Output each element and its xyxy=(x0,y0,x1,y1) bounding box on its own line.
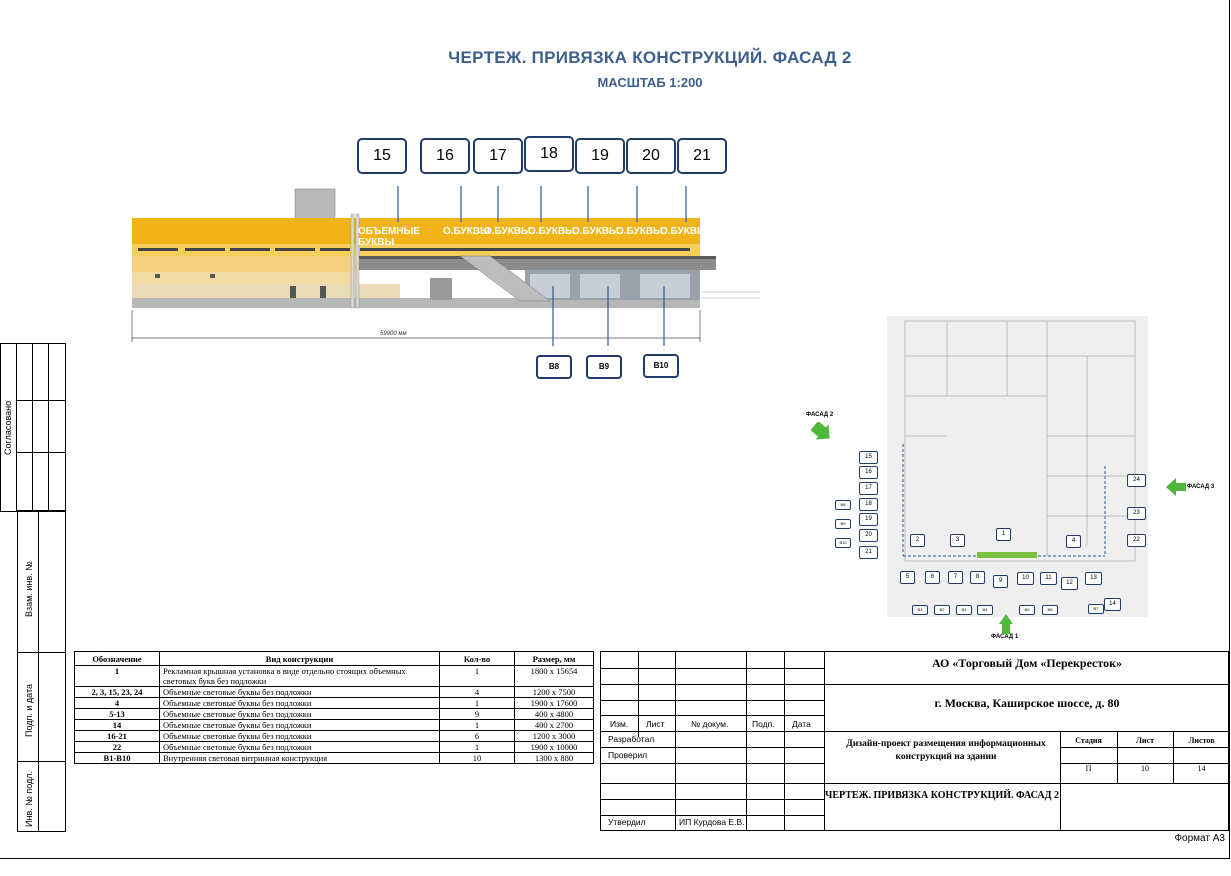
table-row xyxy=(75,720,594,731)
stage-label: Стадия xyxy=(1075,736,1102,745)
spec-size: 1900 х 10000 xyxy=(515,742,594,753)
spec-size: 1200 х 3000 xyxy=(515,731,594,742)
spec-type: Объемные световые буквы без подложки xyxy=(160,731,440,742)
facade-drawing xyxy=(130,186,770,346)
spec-size: 1900 х 17600 xyxy=(515,698,594,709)
plan-callout-4: 4 xyxy=(1066,535,1081,548)
plan-callout-b3: В3 xyxy=(956,605,972,615)
address: г. Москва, Каширское шоссе, д. 80 xyxy=(934,696,1120,710)
facade-1-arrow-icon xyxy=(999,614,1013,634)
spec-header: Вид конструкции xyxy=(160,652,440,666)
plan-callout-11: 11 xyxy=(1040,572,1057,585)
facade-sign-label: О.БУКВЫ xyxy=(528,226,575,237)
project-name: Дизайн-проект размещения информационных конструкций на здании xyxy=(846,739,1046,762)
title-block xyxy=(600,651,1229,831)
spec-id: 16-21 xyxy=(75,731,160,742)
col-date: Дата xyxy=(792,719,811,729)
table-row xyxy=(75,687,594,698)
agreed-label: Согласовано xyxy=(3,400,13,455)
plan-callout-b7: В7 xyxy=(1088,604,1104,614)
plan-callout-3: 3 xyxy=(950,534,965,547)
table-row xyxy=(75,742,594,753)
spec-size: 1800 х 15654 xyxy=(515,666,594,687)
plan-callout-24: 24 xyxy=(1127,474,1146,487)
vzam-label: Взам. инв. № xyxy=(24,561,34,617)
plan-callout-16: 16 xyxy=(859,466,878,479)
spec-size: 1200 х 7500 xyxy=(515,687,594,698)
table-row xyxy=(75,753,594,764)
spec-id: В1-В10 xyxy=(75,753,160,764)
plan-callout-b10: В10 xyxy=(835,538,851,548)
table-row xyxy=(75,731,594,742)
spec-qty: 10 xyxy=(440,753,515,764)
plan-callout-23: 23 xyxy=(1127,507,1146,520)
plan-callout-17: 17 xyxy=(859,482,878,495)
plan-callout-8: 8 xyxy=(970,571,985,584)
spec-header: Кол-во xyxy=(440,652,515,666)
callout-21: 21 xyxy=(677,138,727,174)
sheet-value: 10 xyxy=(1141,764,1149,773)
callout-15: 15 xyxy=(357,138,407,174)
plan-callout-1: 1 xyxy=(996,528,1011,541)
facade-2-label: ФАСАД 2 xyxy=(806,412,834,418)
callout-16: 16 xyxy=(420,138,470,174)
developed-label: Разработал xyxy=(608,734,655,744)
sheets-label: Листов xyxy=(1188,736,1215,745)
company-name: АО «Торговый Дом «Перекресток» xyxy=(931,656,1123,670)
plan-callout-14: 14 xyxy=(1104,598,1121,611)
facade-1-label: ФАСАД 1 xyxy=(991,634,1019,640)
plan-callout-b8: В8 xyxy=(835,500,851,510)
sheets-value: 14 xyxy=(1197,764,1206,773)
spec-size: 1300 х 880 xyxy=(515,753,594,764)
plan-callout-15: 15 xyxy=(859,451,878,464)
table-row xyxy=(75,666,594,687)
spec-id: 2, 3, 15, 23, 24 xyxy=(75,687,160,698)
plan-callout-5: 5 xyxy=(900,571,915,584)
format-label: Формат А3 xyxy=(1174,833,1225,844)
spec-id: 4 xyxy=(75,698,160,709)
plan-callout-10: 10 xyxy=(1017,572,1034,585)
dimension-label: 59900 мм xyxy=(380,331,407,337)
spec-size: 400 х 2700 xyxy=(515,720,594,731)
spec-qty: 1 xyxy=(440,666,515,687)
col-doc: № докум. xyxy=(691,719,729,729)
plan-callout-20: 20 xyxy=(859,529,878,542)
facade-sign-label: ОБЪЕМНЫЕ БУКВЫ xyxy=(358,226,420,248)
facade-sign-label: О.БУКВЫ xyxy=(484,226,531,237)
spec-type: Внутренняя световая витринная конструкция xyxy=(160,753,440,764)
spec-type: Объемные световые буквы без подложки xyxy=(160,742,440,753)
plan-callout-2: 2 xyxy=(910,534,925,547)
plan-callout-13: 13 xyxy=(1085,572,1102,585)
spec-qty: 6 xyxy=(440,731,515,742)
spec-qty: 9 xyxy=(440,709,515,720)
facade-sign-label: О.БУКВЫ xyxy=(660,226,707,237)
spec-id: 22 xyxy=(75,742,160,753)
plan-callout-b6: В6 xyxy=(1042,605,1058,615)
plan-callout-18: 18 xyxy=(859,498,878,511)
spec-table xyxy=(74,651,594,764)
facade-2-arrow-icon xyxy=(810,422,834,444)
spec-header: Размер, мм xyxy=(515,652,594,666)
plan-callout-b4: В4 xyxy=(977,605,993,615)
callout-19: 19 xyxy=(575,138,625,174)
spec-header-row xyxy=(75,652,594,666)
col-list: Лист xyxy=(646,719,665,729)
spec-type: Объемные световые буквы без подложки xyxy=(160,720,440,731)
spec-id: 5-13 xyxy=(75,709,160,720)
plan-callout-12: 12 xyxy=(1061,577,1078,590)
plan-callout-b1: В1 xyxy=(912,605,928,615)
drawing-name: ЧЕРТЕЖ. ПРИВЯЗКА КОНСТРУКЦИЙ. ФАСАД 2 xyxy=(824,790,1060,801)
callout-b10: В10 xyxy=(643,354,679,378)
callout-b9: В9 xyxy=(586,355,622,379)
plan-callout-9: 9 xyxy=(993,575,1008,588)
spec-qty: 4 xyxy=(440,687,515,698)
plan-callout-b2: В2 xyxy=(934,605,950,615)
callout-20: 20 xyxy=(626,138,676,174)
plan-callout-b9: В9 xyxy=(835,519,851,529)
spec-type: Объемные световые буквы без подложки xyxy=(160,698,440,709)
plan-callout-6: 6 xyxy=(925,571,940,584)
approved-label: Утвердил xyxy=(608,817,646,827)
facade-sign-label: О.БУКВЫ xyxy=(443,226,490,237)
checked-label: Проверил xyxy=(608,750,648,760)
podp-label: Подп. и дата xyxy=(24,683,34,737)
spec-header: Обозначение xyxy=(75,652,160,666)
spec-id: 1 xyxy=(75,666,160,687)
table-row xyxy=(75,698,594,709)
spec-type: Рекламная крышная установка в виде отдельно стоящих объемных световых букв без подложки xyxy=(160,666,440,687)
facade-sign-label: О.БУКВЫ xyxy=(616,226,663,237)
plan-callout-22: 22 xyxy=(1127,534,1146,547)
spec-size: 400 х 4800 xyxy=(515,709,594,720)
spec-id: 14 xyxy=(75,720,160,731)
stage-value: П xyxy=(1085,764,1092,773)
spec-qty: 1 xyxy=(440,698,515,709)
spec-qty: 1 xyxy=(440,742,515,753)
plan-callout-19: 19 xyxy=(859,513,878,526)
spec-qty: 1 xyxy=(440,720,515,731)
callout-b8: В8 xyxy=(536,355,572,379)
facade-3-arrow-icon xyxy=(1164,478,1188,496)
plan-callout-7: 7 xyxy=(948,571,963,584)
spec-type: Объемные световые буквы без подложки xyxy=(160,709,440,720)
callout-18: 18 xyxy=(524,136,574,172)
inv-label: Инв. № подл. xyxy=(24,770,34,827)
col-podp: Подп. xyxy=(752,719,775,729)
spec-type: Объемные световые буквы без подложки xyxy=(160,687,440,698)
table-row xyxy=(75,709,594,720)
facade-sign-label: О.БУКВЫ xyxy=(572,226,619,237)
col-izm: Изм. xyxy=(610,719,629,729)
callout-17: 17 xyxy=(473,138,523,174)
approver-name: ИП Курдова Е.В. xyxy=(679,817,745,827)
plan-callout-21: 21 xyxy=(859,546,878,559)
facade-3-label: ФАСАД 3 xyxy=(1187,484,1215,490)
page-title: ЧЕРТЕЖ. ПРИВЯЗКА КОНСТРУКЦИЙ. ФАСАД 2 xyxy=(448,48,852,67)
sheet-label: Лист xyxy=(1135,736,1155,745)
plan-callout-b5: В5 xyxy=(1019,605,1035,615)
page-subtitle: МАСШТАБ 1:200 xyxy=(597,75,703,90)
